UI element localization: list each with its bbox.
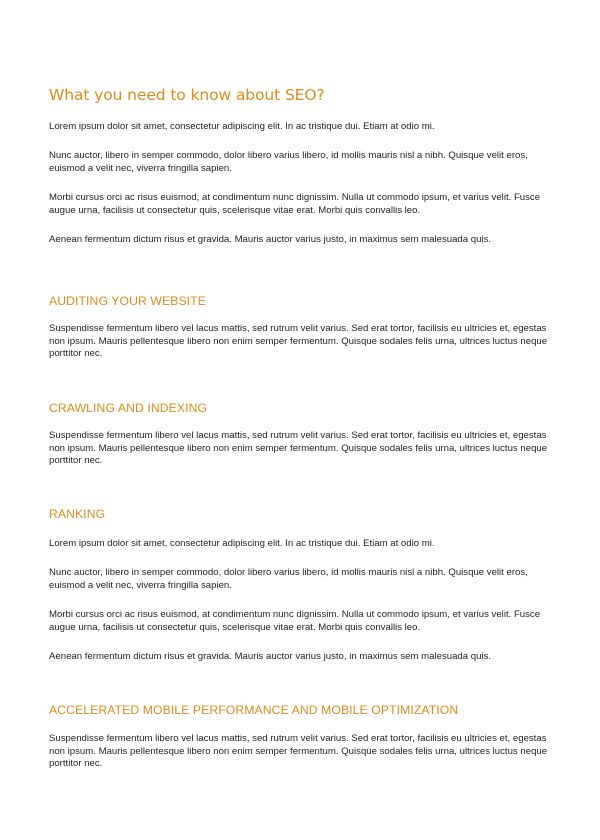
section-ranking-paragraph-1: Lorem ipsum dolor sit amet, consectetur adipiscing elit. In ac tristique dui. Etiam at odio mi.	[49, 538, 435, 549]
section-heading-auditing: AUDITING YOUR WEBSITE	[49, 294, 206, 308]
section-ranking-paragraph-2: Nunc auctor, libero in semper commodo, dolor libero varius libero, id mollis mauris nisl a nibh. Quisque velit eros, euismod a velit nec, viverra fringilla sapien.	[49, 567, 528, 591]
page-title: What you need to know about SEO?	[49, 86, 325, 104]
section-ranking-paragraph-3: Morbi cursus orci ac risus euismod, at condimentum nunc dignissim. Nulla ut commodo ipsum, et varius velit. Fusce augue urna, facilisis ut consectetur quis, scelerisque vitae erat. Morbi quis convallis leo.	[49, 609, 541, 633]
section-auditing-paragraph: Suspendisse fermentum libero vel lacus mattis, sed rutrum velit varius. Sed erat tortor, facilisis eu ultricies et, egestas non ipsum. Mauris pellentesque libero non enim semper fermentum. Quisque sodales felis urna, ultrices luctus neque porttitor nec.	[49, 323, 548, 360]
section-amp-paragraph: Suspendisse fermentum libero vel lacus mattis, sed rutrum velit varius. Sed erat tortor, facilisis eu ultricies et, egestas non ipsum. Mauris pellentesque libero non enim semper fermentum. Quisque sodales felis urna, ultrices luctus neque porttitor nec.	[49, 733, 548, 770]
intro-paragraph-3: Morbi cursus orci ac risus euismod, at condimentum nunc dignissim. Nulla ut commodo ipsum, et varius velit. Fusce augue urna, facilisis ut consectetur quis, scelerisque vitae erat. Morbi quis convallis leo.	[49, 192, 541, 216]
section-heading-ranking: RANKING	[49, 507, 106, 521]
section-heading-amp: ACCELERATED MOBILE PERFORMANCE AND MOBILE OPTIMIZATION	[49, 703, 459, 717]
intro-paragraph-2: Nunc auctor, libero in semper commodo, dolor libero varius libero, id mollis mauris nisl a nibh. Quisque velit eros, euismod a velit nec, viverra fringilla sapien.	[49, 150, 528, 174]
section-ranking-paragraph-4: Aenean fermentum dictum risus et gravida. Mauris auctor varius justo, in maximus sem malesuada quis.	[49, 651, 492, 662]
section-heading-crawling: CRAWLING AND INDEXING	[49, 401, 208, 415]
intro-paragraph-4: Aenean fermentum dictum risus et gravida. Mauris auctor varius justo, in maximus sem malesuada quis.	[49, 234, 492, 245]
intro-paragraph-1: Lorem ipsum dolor sit amet, consectetur adipiscing elit. In ac tristique dui. Etiam at odio mi.	[49, 121, 435, 132]
section-crawling-paragraph: Suspendisse fermentum libero vel lacus mattis, sed rutrum velit varius. Sed erat tortor, facilisis eu ultricies et, egestas non ipsum. Mauris pellentesque libero non enim semper fermentum. Quisque sodales felis urna, ultrices luctus neque porttitor nec.	[49, 430, 548, 467]
